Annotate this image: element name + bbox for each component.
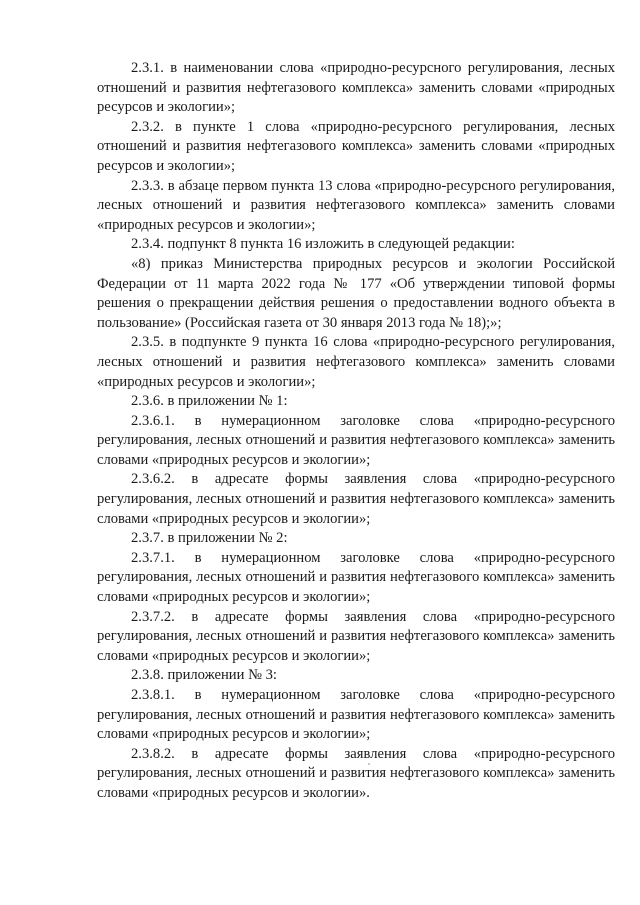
paragraph-2-3-4: 2.3.4. подпункт 8 пункта 16 изложить в следующей редакции:	[131, 236, 515, 253]
paragraph-2-3-8: 2.3.8. приложении № 3:	[131, 667, 277, 684]
paragraph-2-3-2: 2.3.2. в пункте 1 слова «природно-ресурсного регулирования, лесных отношений и развития нефтегазового комплекса» заменить словами «природных ресурсов и экологии»;	[97, 118, 615, 174]
paragraph-2-3-3: 2.3.3. в абзаце первом пункта 13 слова «природно-ресурсного регулирования, лесных отношений и развития нефтегазового комплекса» заменить словами «природных ресурсов и экологии»;	[97, 177, 615, 233]
document-page	[97, 59, 615, 804]
paragraph-2-3-7: 2.3.7. в приложении № 2:	[131, 530, 288, 547]
paragraph-2-3-6: 2.3.6. в приложении № 1:	[131, 393, 288, 410]
paragraph-2-3-8-2: 2.3.8.2. в адресате формы заявления слова «природно-ресурсного регулирования, лесных отношений и развития нефтегазового комплекса» заменить словами «природных ресурсов и экологии».	[97, 745, 615, 801]
paragraph-2-3-7-1: 2.3.7.1. в нумерационном заголовке слова «природно-ресурсного регулирования, лесных отношений и развития нефтегазового комплекса» заменить словами «природных ресурсов и экологии»;	[97, 549, 615, 606]
paragraph-2-3-1: 2.3.1. в наименовании слова «природно-ресурсного регулирования, лесных отношений и развития нефтегазового комплекса» заменить словами «природных ресурсов и экологии»;	[97, 60, 615, 116]
paragraph-2-3-7-2: 2.3.7.2. в адресате формы заявления слова «природно-ресурсного регулирования, лесных отношений и развития нефтегазового комплекса» заменить словами «природных ресурсов и экологии»;	[97, 608, 615, 664]
scan-speck	[368, 763, 370, 765]
paragraph-2-3-4-quote: «8) приказ Министерства природных ресурсов и экологии Российской Федерации от 11 марта 2022 года № 177 «Об утверждении типовой формы решения о прекращении действия решения о предоставлении водного объекта в пользование» (Российская газета от 30 января 2013 года № 18);»;	[97, 255, 615, 331]
paragraph-2-3-8-1: 2.3.8.1. в нумерационном заголовке слова «природно-ресурсного регулирования, лесных отношений и развития нефтегазового комплекса» заменить словами «природных ресурсов и экологии»;	[97, 687, 615, 743]
paragraph-2-3-5: 2.3.5. в подпункте 9 пункта 16 слова «природно-ресурсного регулирования, лесных отношений и развития нефтегазового комплекса» заменить словами «природных ресурсов и экологии»;	[97, 334, 615, 390]
paragraph-2-3-6-1: 2.3.6.1. в нумерационном заголовке слова «природно-ресурсного регулирования, лесных отношений и развития нефтегазового комплекса» заменить словами «природных ресурсов и экологии»;	[97, 412, 615, 468]
paragraph-2-3-6-2: 2.3.6.2. в адресате формы заявления слова «природно-ресурсного регулирования, лесных отношений и развития нефтегазового комплекса» заменить словами «природных ресурсов и экологии»;	[97, 471, 615, 527]
